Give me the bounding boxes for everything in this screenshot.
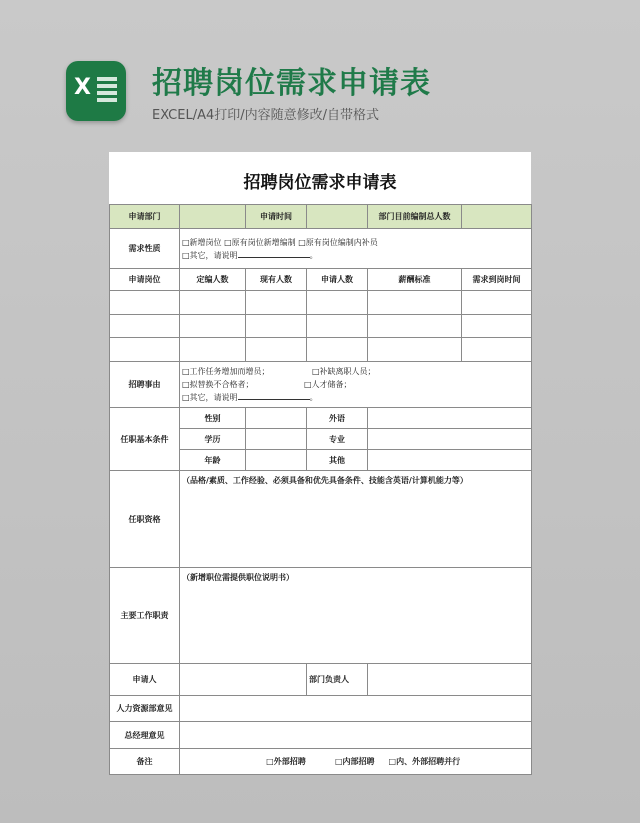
gm-opinion-value[interactable] xyxy=(180,722,532,749)
reason-other-blank[interactable] xyxy=(238,392,310,400)
major-label: 专业 xyxy=(307,429,368,450)
headcount-value[interactable] xyxy=(462,205,532,229)
age-value[interactable] xyxy=(246,450,307,471)
table-row xyxy=(110,315,532,338)
reason-other-label: □其它，请说明 xyxy=(182,393,238,402)
page-title: 招聘岗位需求申请表 xyxy=(152,66,431,101)
time-value[interactable] xyxy=(307,205,368,229)
remark-external[interactable]: □外部招聘 xyxy=(266,757,306,766)
form-row-applicant xyxy=(110,664,532,696)
form-row-gm xyxy=(110,722,532,749)
excel-logo-icon xyxy=(66,61,126,121)
gender-value[interactable] xyxy=(246,408,307,429)
col-arrival: 需求到岗时间 xyxy=(462,269,532,291)
application-form-table xyxy=(109,204,532,775)
nature-other-blank[interactable] xyxy=(238,250,310,258)
reason-line-3 xyxy=(182,391,529,404)
nature-label: 需求性质 xyxy=(110,229,180,269)
excel-grid-icon xyxy=(97,77,117,105)
col-current: 现有人数 xyxy=(246,269,307,291)
table-row xyxy=(110,291,532,315)
nature-other-label: □其它，请说明 xyxy=(182,250,238,260)
page-subtitle: EXCEL/A4打印/内容随意修改/自带格式 xyxy=(152,108,380,123)
qualification-label: 任职资格 xyxy=(110,471,180,568)
remark-both[interactable]: □内、外部招聘并行 xyxy=(388,757,461,766)
language-value[interactable] xyxy=(368,408,532,429)
excel-logo-letter: X xyxy=(74,75,91,100)
applicant-label: 申请人 xyxy=(110,664,180,696)
major-value[interactable] xyxy=(368,429,532,450)
form-row-nature xyxy=(110,229,532,269)
dept-head-value[interactable] xyxy=(368,664,532,696)
basic-row-1 xyxy=(110,408,532,429)
reason-options[interactable] xyxy=(180,362,532,408)
col-quota: 定编人数 xyxy=(180,269,246,291)
duties-note[interactable]: （新增职位需提供职位说明书） xyxy=(180,568,532,664)
remark-internal[interactable]: □内部招聘 xyxy=(334,757,375,766)
gm-opinion-label: 总经理意见 xyxy=(110,722,180,749)
nature-line-2 xyxy=(182,249,529,262)
duties-label: 主要工作职责 xyxy=(110,568,180,664)
table-row xyxy=(110,338,532,362)
nature-options[interactable] xyxy=(180,229,532,269)
form-row-qualification xyxy=(110,471,532,568)
reason-opt-replace-unqualified[interactable]: □拟替换不合格者； xyxy=(182,380,254,389)
other-label: 其他 xyxy=(307,450,368,471)
age-label: 年龄 xyxy=(180,450,246,471)
remark-options xyxy=(180,749,532,775)
form-sheet xyxy=(109,152,531,774)
dept-head-label: 部门负责人 xyxy=(307,664,368,696)
sheet-title: 招聘岗位需求申请表 xyxy=(243,173,397,193)
reason-opt-increase[interactable]: □工作任务增加而增员； xyxy=(182,367,270,376)
col-position: 申请岗位 xyxy=(110,269,180,291)
other-value[interactable] xyxy=(368,450,532,471)
form-row-columns xyxy=(110,269,532,291)
form-row-hr xyxy=(110,696,532,722)
nature-line-1: □新增岗位 □原有岗位新增编制 □原有岗位编制内补员 xyxy=(182,237,378,247)
hr-opinion-label: 人力资源部意见 xyxy=(110,696,180,722)
education-label: 学历 xyxy=(180,429,246,450)
col-request: 申请人数 xyxy=(307,269,368,291)
dept-value[interactable] xyxy=(180,205,246,229)
language-label: 外语 xyxy=(307,408,368,429)
basic-label: 任职基本条件 xyxy=(110,408,180,471)
qualification-note[interactable]: （品格/素质、工作经验、必须具备和优先具备条件、技能含英语/计算机能力等） xyxy=(180,471,532,568)
time-label: 申请时间 xyxy=(246,205,307,229)
reason-line-2 xyxy=(182,378,529,391)
reason-line-1 xyxy=(182,365,529,378)
education-value[interactable] xyxy=(246,429,307,450)
form-row-duties xyxy=(110,568,532,664)
gender-label: 性别 xyxy=(180,408,246,429)
applicant-value[interactable] xyxy=(180,664,307,696)
page-header xyxy=(0,0,640,150)
form-row-remark xyxy=(110,749,532,775)
hr-opinion-value[interactable] xyxy=(180,696,532,722)
form-row-dept xyxy=(110,205,532,229)
remark-label: 备注 xyxy=(110,749,180,775)
form-row-reason xyxy=(110,362,532,408)
dept-label: 申请部门 xyxy=(110,205,180,229)
reason-other-end: 。 xyxy=(309,393,318,402)
reason-opt-reserve[interactable]: □人才储备； xyxy=(304,380,352,389)
headcount-label: 部门目前编制总人数 xyxy=(368,205,462,229)
reason-label: 招聘事由 xyxy=(110,362,180,408)
reason-opt-replace-leaver[interactable]: □补缺离职人员； xyxy=(312,367,376,376)
col-salary: 薪酬标准 xyxy=(368,269,462,291)
nature-other-end: 。 xyxy=(309,250,318,260)
